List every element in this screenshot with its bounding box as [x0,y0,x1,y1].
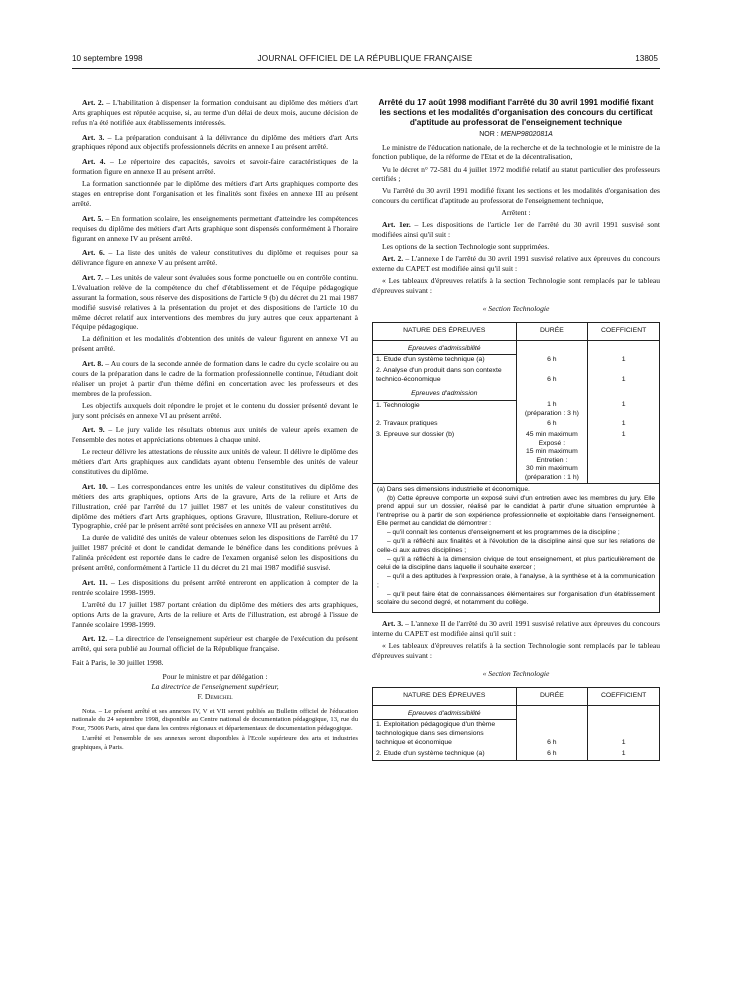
article-text: La durée de validité des unités de valeur obtenues selon les dispositions de l'arrêté du 17 juillet 1987 précité et dont le candidat demande le bénéfice dans les conditions prévues à l'alinéa précédent est reportée dans le cadre de l'examen organisé selon les dispositions du présent arrêté, conformément à l'article 11 du décret du 21 mai 1987 modifié susvisé. [72,533,358,573]
duree-value: 1 h [547,401,557,409]
article-text: – En formation scolaire, les enseignements permettant d'atteindre les compétences requises du diplôme des métiers d'art Arts graphique sont dispensés conformément à l'horaire figurant en annexe IV au présent arrêté. [72,213,358,243]
art3-paragraph-2: « Les tableaux d'épreuves relatifs à la section Technologie sont remplacés par le tableau d'épreuves suivant : [372,641,660,661]
article-label: Art. 6. [82,248,105,258]
row-nature: 3. Epreuve sur dossier (b) [373,430,517,483]
arrete-title: Arrêté du 17 août 1998 modifiant l'arrêté du 30 avril 1991 modifié fixant les sections et les modalités d'organisation des concours du certificat d'aptitude au professorat de l'enseignement technique [378,98,654,127]
row-coef: 1 [588,355,660,366]
art1-label: Art. 1er. [382,220,411,230]
nota-paragraph: Nota. – Le présent arrêté et ses annexes IV, V et VII seront publiés au Bulletin officiel de l'éducation nationale du 24 septembre 1998, disponible au Centre national de documentation pédagogique, 13, rue du Four, 75006 Paris, ainsi que dans les centres régionaux et départementaux de documentation pédagogique. [72,707,358,732]
article-label: Art. 12. [82,634,108,644]
article-paragraph [72,600,358,630]
art3-paragraph [372,619,660,639]
article-label: Art. 10. [82,481,108,491]
article-text: L'arrêté du 17 juillet 1987 portant création du diplôme des métiers des arts graphiques, options Arts de la gravure, Arts de la reliure et Arts de l'illustration, est abrogé à l'issue de l'année scolaire 1998-1999. [72,599,358,629]
left-articles [72,98,358,654]
left-column [72,98,358,755]
header-page-number: 13805 [635,54,658,63]
article-text: – La directrice de l'enseignement supérieur est chargée de l'exécution du présent arrêté, qui sera publié au Journal officiel de la République française. [72,634,358,654]
article-text: – Le jury valide les résultats obtenus aux unités de valeur après examen de l'ensemble des notes et appréciations obtenues à chaque unité. [72,425,358,445]
row-duree [516,430,588,483]
article-text: Le recteur délivre les attestations de réussite aux unités de valeur. Il délivre le diplôme des métiers d'art Arts graphiques aux candidats ayant obtenu l'ensemble des unités de valeur constitutives du diplôme. [72,447,358,477]
table-row [373,720,660,749]
epreuves-table-2 [372,687,660,761]
header-nature: NATURE DES ÉPREUVES [373,322,517,340]
row-nature: 2. Travaux pratiques [373,419,517,430]
row-duree [516,400,588,419]
table-row [373,749,660,760]
article-paragraph [72,425,358,445]
dossier-detail: Exposé : [538,439,566,447]
article-text: – L'habilitation à dispenser la formation conduisant au diplôme des métiers d'art Arts graphiques est réputée acquise, si, au terme d'un délai de deux mois, aucune décision de refus n'a été notifiée aux établissements intéressés. [72,98,358,127]
row-coef: 1 [588,400,660,419]
row-duree: 6 h [516,749,588,760]
row-nature: 1. Technologie [373,400,517,419]
article-paragraph [72,98,358,128]
article-paragraph [72,533,358,572]
article-paragraph [72,214,358,244]
dossier-detail: 30 min maximum [526,465,578,473]
row-nature: 1. Etude d'un système technique (a) [373,355,517,366]
nor-line [372,130,660,139]
article-label: Art. 9. [82,425,105,435]
article-label: Art. 7. [82,273,104,283]
article-text: – La préparation conduisant à la délivrance du diplôme des métiers d'art Arts graphiques répond aux objectifs professionnels décrits en annexe I au présent arrêté. [72,132,358,152]
article-text: – Les correspondances entre les unités de valeur constitutives du diplôme des métiers des arts graphiques, options Arts de la gravure, Arts de la reliure et Arts de l'illustration, créé par l'arrêté du 17 juillet 1987 et les unités de valeur constitutives du diplôme des métiers d'art Arts graphiques, options Gravure, Illustration, Reliure-dorure et Typographie, créé par le présent arrêté sont précisées en annexe VII au présent arrêté. [72,481,358,531]
art2-paragraph [372,254,660,274]
nota-paragraph-2: L'arrêté et l'ensemble de ses annexes seront disponibles à l'Ecole supérieure des arts et industries graphiques, à Paris. [72,735,358,751]
art1-paragraph-2: Les options de la section Technologie sont supprimées. [382,242,550,252]
article-paragraph [72,248,358,268]
section-title-1: « Section Technologie [482,303,550,313]
nor-code: MENP9802081A [500,130,553,138]
preamble-paragraph: Vu le décret n° 72-581 du 4 juillet 1972 modifié relatif au statut particulier des professeurs certifiés ; [372,164,660,184]
right-column [372,98,660,761]
group-row [373,705,660,720]
row-duree: 6 h [516,366,588,386]
group-row [373,340,660,355]
epreuves-table-1 [372,322,660,484]
article-paragraph [72,359,358,398]
article-label: Art. 5. [82,213,104,223]
row-duree: 6 h [516,720,588,749]
table-header-row [373,687,660,705]
article-label: Art. 11. [82,577,108,587]
page-header [72,54,658,68]
group-row [373,386,660,400]
table-row [373,430,660,483]
article-paragraph [72,179,358,209]
article-label: Art. 4. [82,157,106,167]
table-row [373,355,660,366]
article-text: Les objectifs auxquels doit répondre le projet et le contenu du dossier présenté devant le jury sont précisés en annexe VI au présent arrêté. [72,400,358,420]
article-text: – Les unités de valeur sont évaluées sous forme ponctuelle ou en contrôle continu. L'évaluation relève de la compétence du chef d'établissement et de l'équipe pédagogique assurant la formation, sous réserve des dispositions de l'article 9 (b) du décret du 21 mai 1987 modifié susvisé relatives à la présentation du projet et des dispositions de l'article 10 du même décret relatif aux interventions des membres du jury autres que ceux appartenant à l'équipe pédagogique. [72,273,358,332]
article-paragraph [72,578,358,598]
row-coef: 1 [588,366,660,386]
table-notes [372,484,660,613]
preamble-paragraph: Le ministre de l'éducation nationale, de la recherche et de la technologie et le ministre de la fonction publique, de la réforme de l'Etat et de la décentralisation, [372,142,660,162]
table-note: – qu'il a des aptitudes à l'expression orale, à l'analyse, à la synthèse et à la communication ; [377,573,655,589]
art3-label: Art. 3. [382,619,404,629]
row-nature: 2. Analyse d'un produit dans son contexte technico-économique [373,366,517,386]
table-note: – qu'il connaît les contenus d'enseignement et les programmes de la discipline ; [387,529,620,537]
article-text: – Au cours de la seconde année de formation dans le cadre du cycle scolaire ou au cours de la préparation dans le cadre de la formation professionnelle continue, l'étudiant doit réaliser un projet à partir d'un thème défini en concertation avec les professeurs et des membres de la profession. [72,359,358,398]
section-title-2: « Section Technologie [482,668,550,678]
table-note: – qu'il peut faire état de connaissances élémentaires sur l'organisation d'un établissement scolaire du second degré, et notamment du collège. [377,590,655,607]
article-label: Art. 2. [82,98,104,107]
group-admissibilite: Epreuves d'admissibilité [373,705,517,720]
header-date: 10 septembre 1998 [72,54,143,63]
row-coef: 1 [588,749,660,760]
group-admission: Epreuves d'admission [373,386,517,400]
art1-text: – Les dispositions de l'article 1er de l'arrêté du 30 avril 1991 susvisé sont modifiées ainsi qu'il suit : [372,220,661,240]
dossier-detail: 15 min maximum [526,448,578,456]
article-paragraph [72,273,358,332]
art2-text: – L'annexe I de l'arrêté du 30 avril 1991 susvisé relative aux épreuves du concours externe du CAPET est modifiée ainsi qu'il suit : [372,254,660,274]
article-text: – La liste des unités de valeur constitutives du diplôme et requises pour sa délivrance figure en annexe V au présent arrêté. [72,248,358,268]
art2-paragraph-2: « Les tableaux d'épreuves relatifs à la section Technologie sont remplacés par le tableau d'épreuves suivant : [372,276,660,296]
article-paragraph [72,401,358,421]
row-duree: 6 h [516,419,588,430]
art2-label: Art. 2. [382,254,404,264]
arretent-line: Arrêtent : [501,208,531,218]
dossier-detail: Entretien : [536,456,568,464]
nor-label: NOR : [479,130,499,138]
row-coef: 1 [588,419,660,430]
group-admissibilite: Epreuves d'admissibilité [373,340,517,355]
row-nature: 1. Exploitation pédagogique d'un thème technologique dans ses dimensions technique et économique [373,720,517,749]
header-duree: DURÉE [516,322,588,340]
header-coefficient: COEFFICIENT [588,687,660,705]
article-text: – Les dispositions du présent arrêté entreront en application à compter de la rentrée scolaire 1998-1999. [72,577,358,597]
article-paragraph [72,133,358,153]
duree-value: 45 min maximum [526,431,578,439]
article-paragraph [72,334,358,354]
article-paragraph [72,634,358,654]
preamble-paragraph: Vu l'arrêté du 30 avril 1991 modifié fixant les sections et les modalités d'organisation des concours du certificat d'aptitude au professorat de l'enseignement technique, [372,186,660,206]
row-coef: 1 [588,720,660,749]
signature-line2: La directrice de l'enseignement supérieur, [151,681,279,691]
signature-name: F. Demichel [197,691,233,701]
header-title: JOURNAL OFFICIEL DE LA RÉPUBLIQUE FRANÇAISE [257,54,473,63]
table-note: (a) Dans ses dimensions industrielle et économique. [377,486,530,493]
article-text: – Le répertoire des capacités, savoirs et savoir-faire caractéristiques de la formation figure en annexe II au présent arrêté. [72,157,358,177]
header-rule [72,68,660,69]
fait-line: Fait à Paris, le 30 juillet 1998. [72,658,164,668]
row-coef: 1 [588,430,660,483]
preamble [372,143,660,207]
article-label: Art. 3. [82,132,105,142]
article-paragraph [72,157,358,177]
article-text: La formation sanctionnée par le diplôme des métiers d'art Arts graphiques comporte des stages en entreprise dont l'organisation et les finalités sont fixées en annexe III au présent arrêté. [72,179,358,208]
table-header-row [373,322,660,340]
row-nature: 2. Etude d'un système technique (a) [373,749,517,760]
table-row [373,419,660,430]
header-nature: NATURE DES ÉPREUVES [373,687,517,705]
duree-preparation: (préparation : 3 h) [524,409,579,417]
article-text: La définition et les modalités d'obtention des unités de valeur figurent en annexe VI au présent arrêté. [72,334,358,354]
table-note: – qu'il a réfléchi aux finalités et à l'évolution de la discipline ainsi que sur les relations de celle-ci aux autres disciplines ; [377,538,655,554]
article-label: Art. 8. [82,359,104,369]
art3-text: – L'annexe II de l'arrêté du 30 avril 1991 susvisé relative aux épreuves du concours interne du CAPET est modifiée ainsi qu'il suit : [372,619,660,639]
article-paragraph [72,482,358,531]
header-coefficient: COEFFICIENT [588,322,660,340]
header-duree: DURÉE [516,687,588,705]
table-note: – qu'il a réfléchi à la dimension civique de tout enseignement, et plus particulièrement de celui de la discipline dans laquelle il souhaite exercer ; [377,555,655,572]
table-note: (b) Cette épreuve comporte un exposé suivi d'un entretien avec les membres du jury. Elle prend appui sur un dossier, réalisé par le candidat à partir d'une situation empruntée à l'entreprise ou à partir de son expérience professionnelle et exploitable dans l'enseignement. Elle permet au candidat de démontrer : [377,495,655,527]
article-paragraph [72,447,358,477]
signature-line1: Pour le ministre et par délégation : [162,671,268,681]
table-row [373,366,660,386]
dossier-detail: (préparation : 1 h) [524,473,579,481]
art1-paragraph [372,220,660,240]
table-row [373,400,660,419]
row-duree: 6 h [516,355,588,366]
